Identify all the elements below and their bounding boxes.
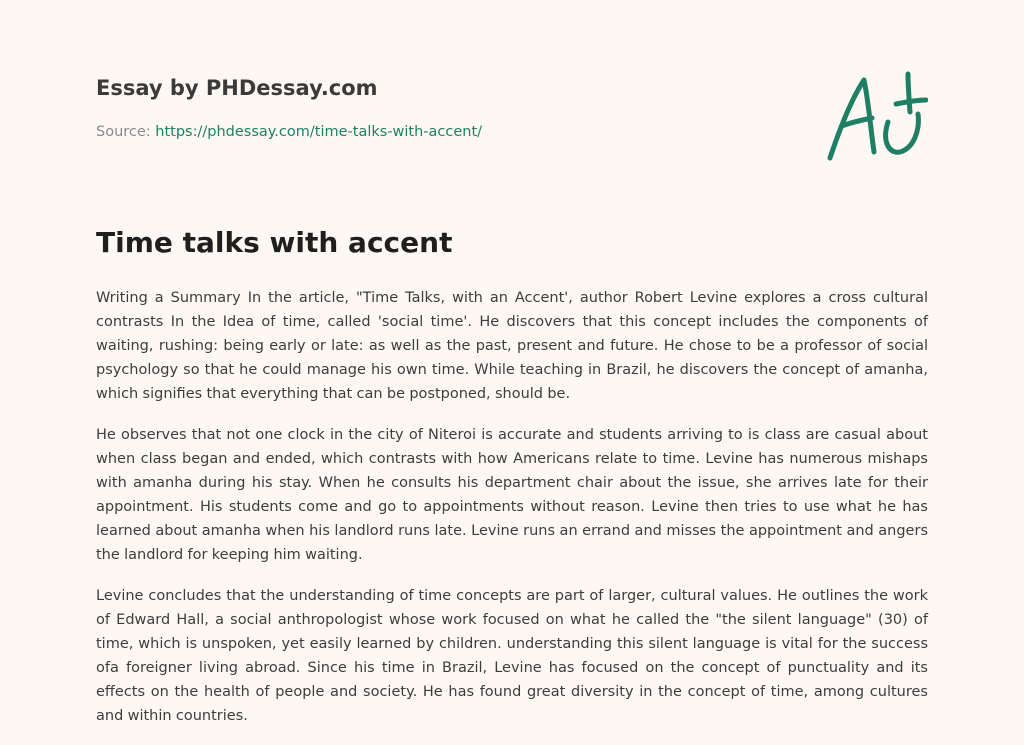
essay-body — [96, 286, 928, 745]
essay-paragraph: Levine concludes that the understanding of time concepts are part of larger, cultural values. He outlines the work of Edward Hall, a social anthropologist whose work focused on what he called the "the silent language" (30) of time, which is unspoken, yet easily learned by children. understanding this silent language is vital for the success ofa foreigner living abroad. Since his time in Brazil, Levine has focused on the concept of punctuality and its effects on the health of people and society. He has found great diversity in the concept of time, among cultures and within countries. — [96, 588, 928, 724]
source-label: Source: — [96, 124, 151, 140]
essay-title: Time talks with accent — [96, 226, 453, 259]
source-link[interactable]: https://phdessay.com/time-talks-with-accent/ — [155, 124, 483, 140]
essay-paragraph: Writing a Summary In the article, "Time Talks, with an Accent', author Robert Levine explores a cross cultural contrasts In the Idea of time, called 'social time'. He discovers that this concept includes the components of waiting, rushing: being early or late: as well as the past, present and future. He chose to be a professor of social psychology so that he could manage his own time. While teaching in Brazil, he discovers the concept of amanha, which signifies that everything that can be postponed, should be. — [96, 290, 928, 402]
essay-paragraph: He observes that not one clock in the city of Niteroi is accurate and students arriving to is class are casual about when class began and ended, which contrasts with how Americans relate to time. Levine has numerous mishaps with amanha during his stay. When he consults his department chair about the issue, she arrives late for their appointment. His students come and go to appointments without reason. Levine then tries to use what he has learned about amanha when his landlord runs late. Levine runs an errand and misses the appointment and angers the landlord for keeping him waiting. — [96, 427, 928, 563]
source-line — [96, 124, 482, 140]
a-plus-logo-icon — [822, 68, 928, 164]
site-title: Essay by PHDessay.com — [96, 76, 378, 100]
